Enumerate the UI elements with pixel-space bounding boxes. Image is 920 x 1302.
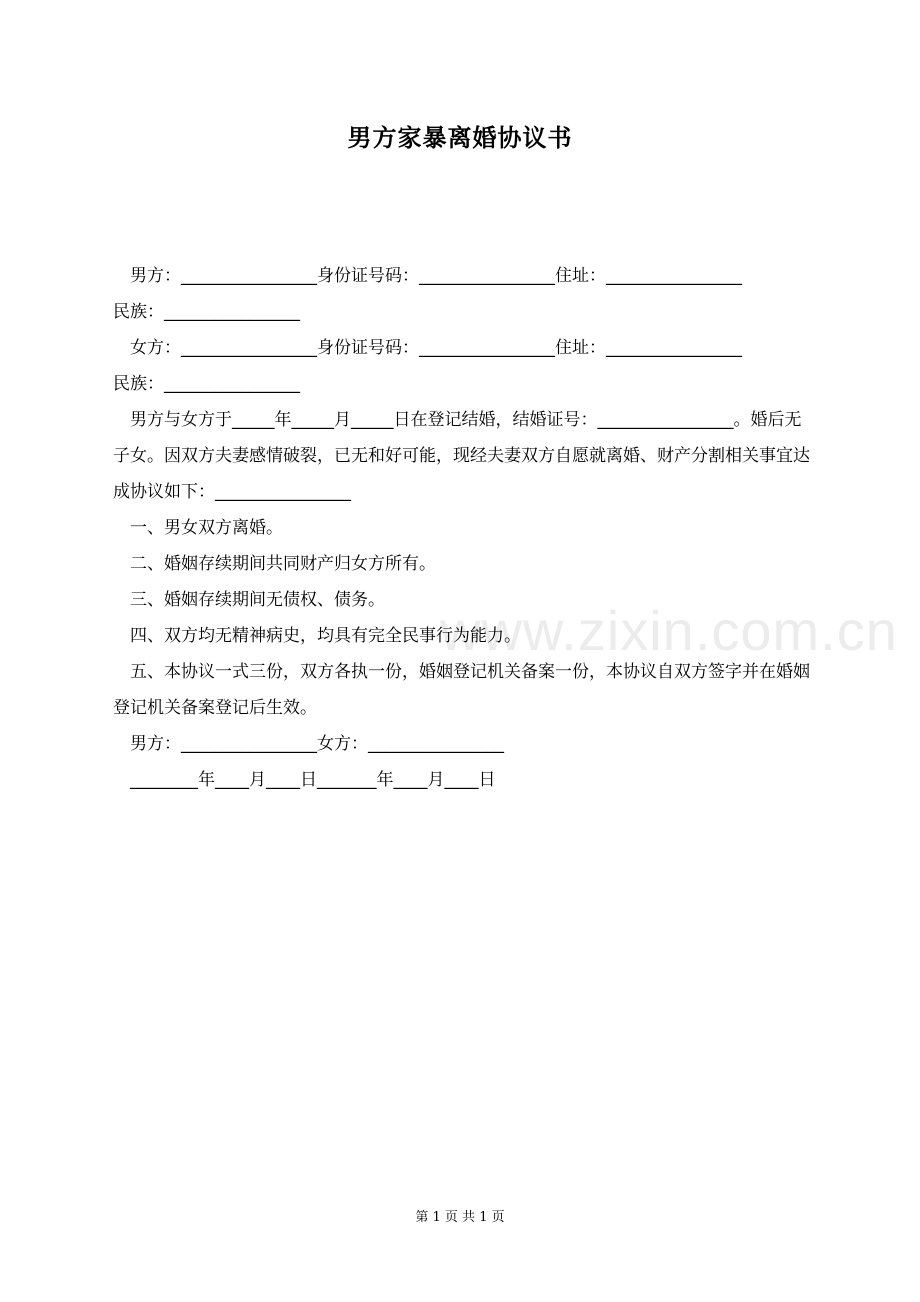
female-party-ethnicity-line: 民族：________________: [113, 374, 300, 394]
date-line: ________年____月____日_______年____月____日: [130, 770, 496, 790]
document-title: 男方家暴离婚协议书: [347, 124, 573, 152]
clause-4: 四、双方均无精神病史，均具有完全民事行为能力。: [130, 626, 521, 646]
marriage-statement-paragraph: 男方与女方于_____年_____月_____日在登记结婚，结婚证号：________________。婚后无子女。因双方夫妻感情破裂，已无和好可能，现经夫妻双方自愿就离婚、财产分割相关事宜达成协议如下：________________: [113, 410, 810, 502]
clause-2: 二、婚姻存续期间共同财产归女方所有。: [130, 554, 436, 574]
clause-5: 五、本协议一式三份，双方各执一份，婚姻登记机关备案一份，本协议自双方签字并在婚姻登记机关备案登记后生效。: [113, 662, 810, 718]
page-footer: 第 1 页 共 1 页: [415, 1210, 505, 1225]
signature-line: 男方：________________女方：________________: [130, 734, 504, 754]
document-body: [113, 258, 815, 798]
male-party-ethnicity-line: 民族：________________: [113, 302, 300, 322]
clause-3: 三、婚姻存续期间无债权、债务。: [130, 590, 385, 610]
clause-1: 一、男女双方离婚。: [130, 518, 283, 538]
watermark: www.zixin.com.cn: [440, 599, 898, 662]
male-party-info-line: 男方：________________身份证号码：________________住址：________________: [130, 266, 742, 286]
female-party-info-line: 女方：________________身份证号码：________________住址：________________: [130, 338, 742, 358]
